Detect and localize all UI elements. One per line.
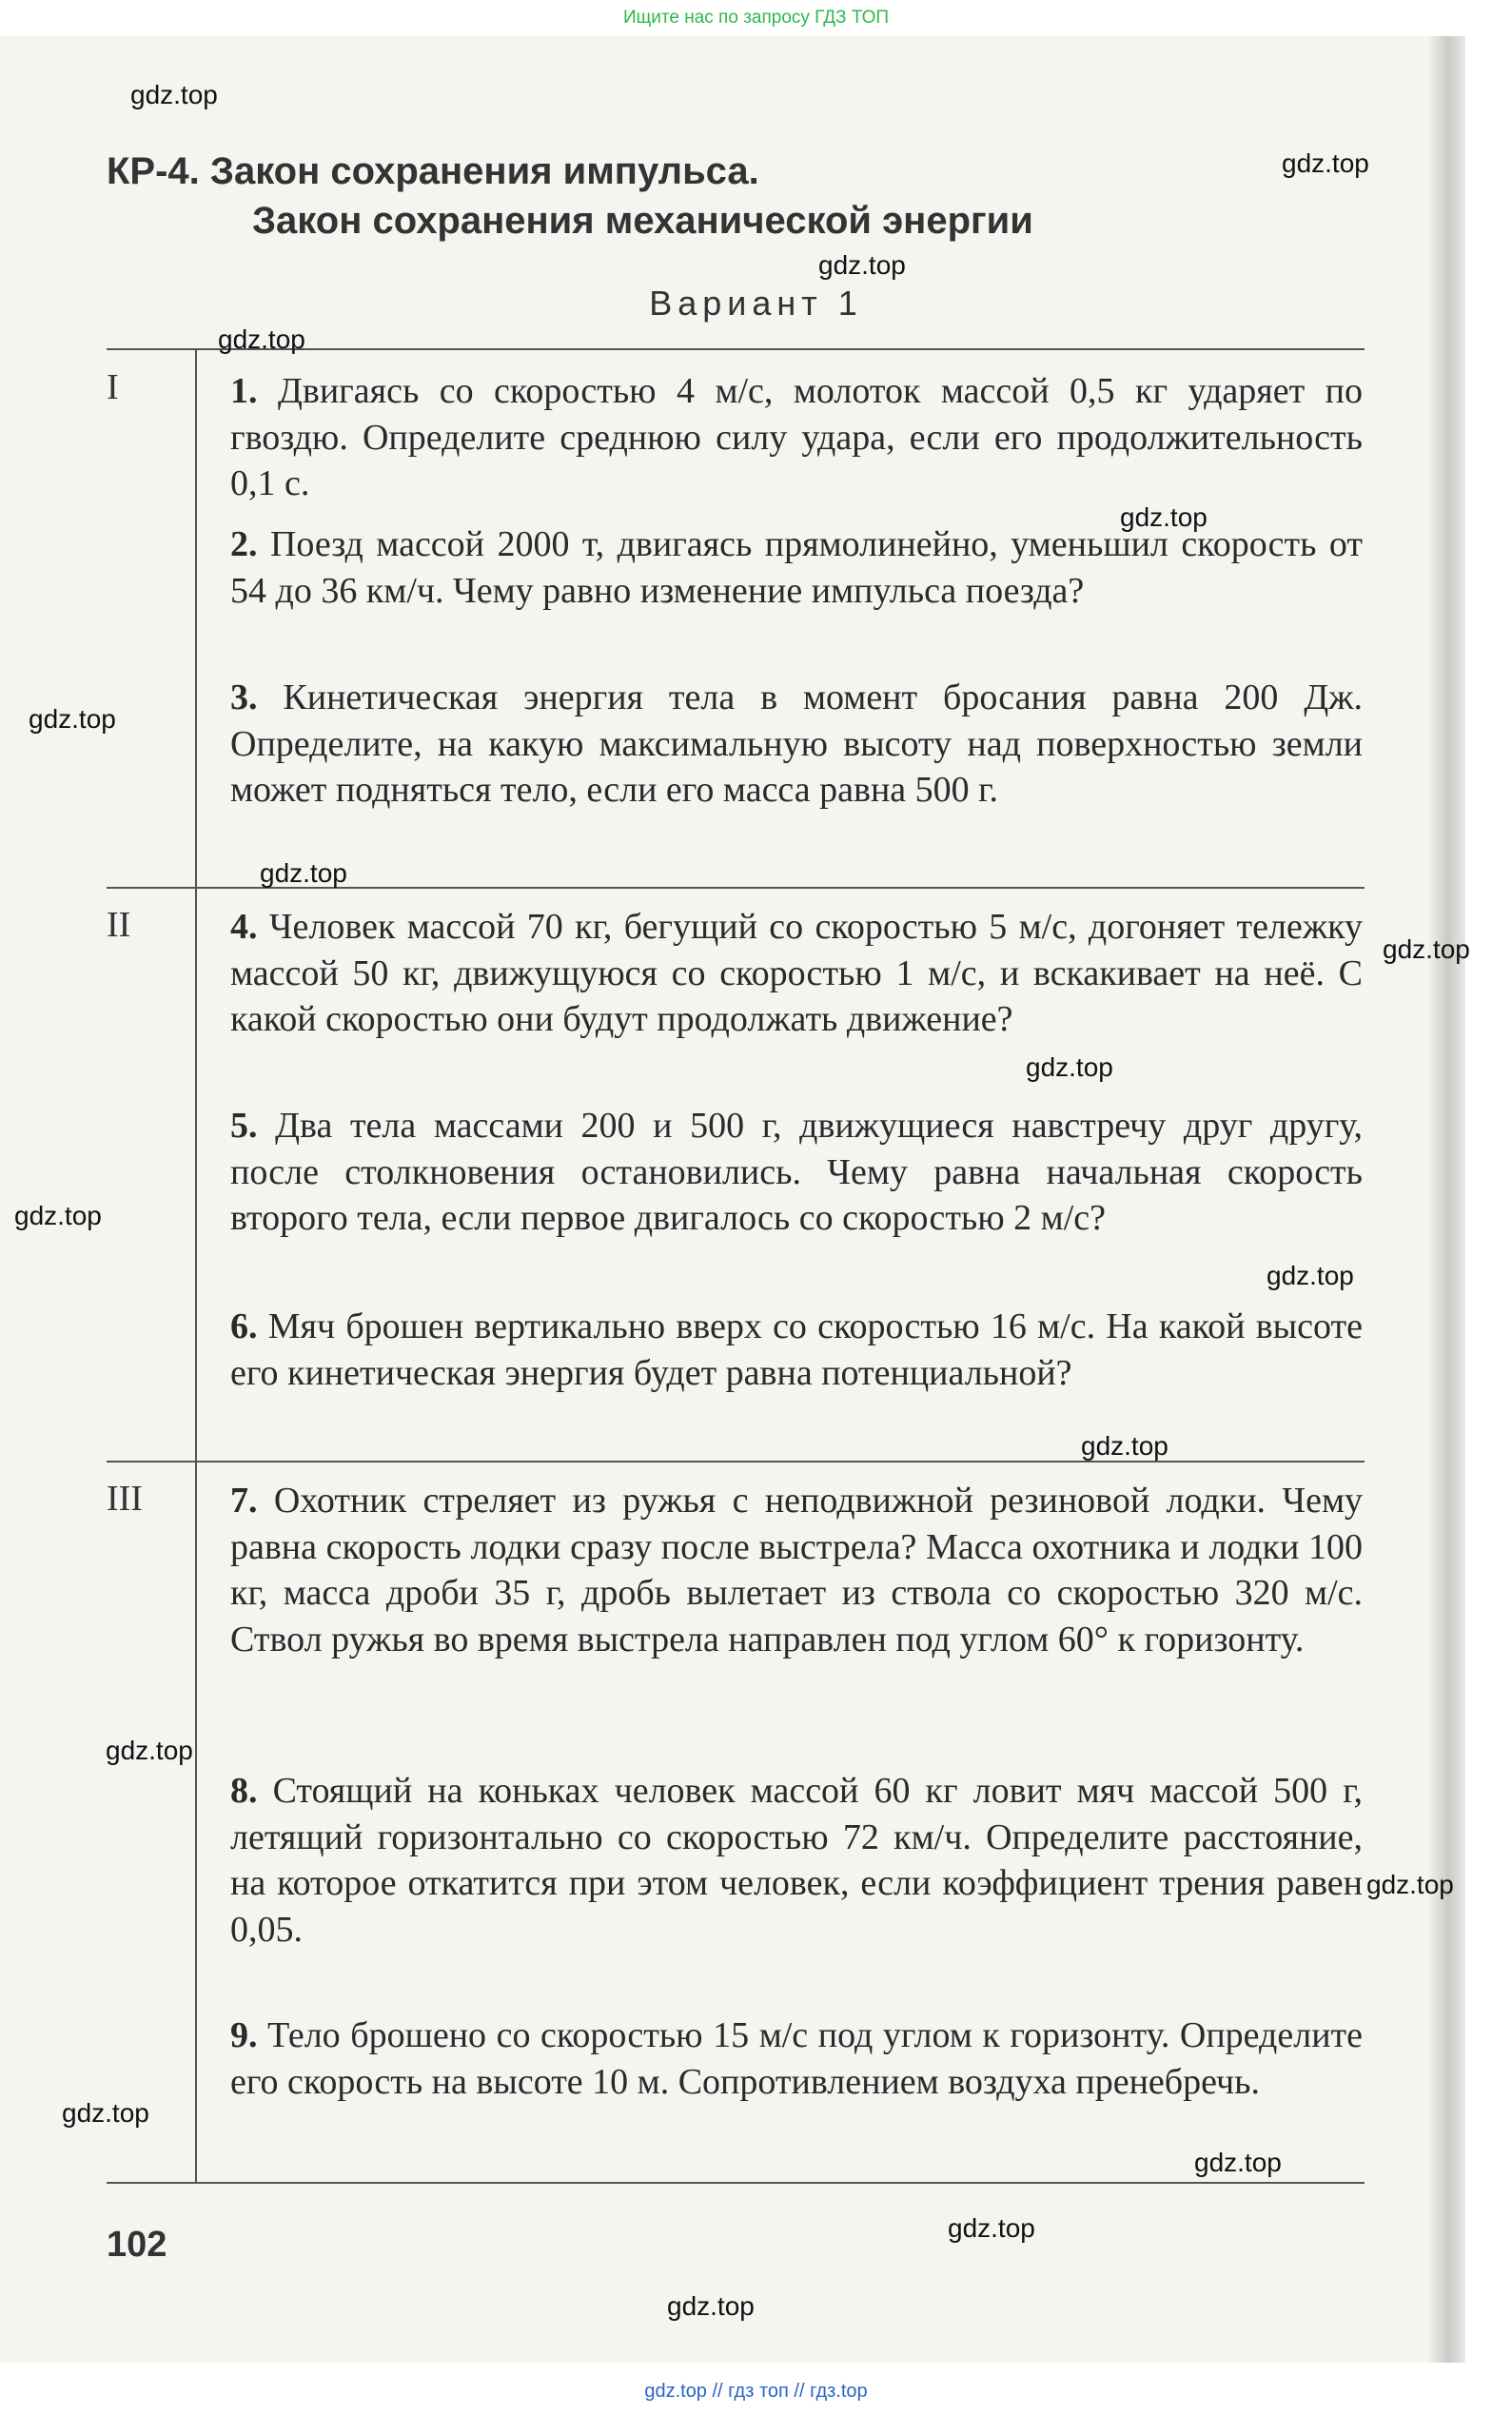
problem-text: Кинетическая энергия тела в момент бросания равна 200 Дж. Определите, на какую максимальную высоту над поверхностью земли может подняться тело, если его масса равна 500 г.: [230, 677, 1363, 810]
watermark: gdz.top: [1366, 1870, 1454, 1899]
chapter-subtitle: Закон сохранения механической энергии: [252, 200, 1033, 242]
level-label: I: [107, 367, 119, 407]
chapter-title: КР-4. Закон сохранения импульса.: [107, 150, 759, 192]
level-label: III: [107, 1479, 143, 1519]
watermark: gdz.top: [62, 2098, 149, 2128]
column-divider: [195, 350, 197, 2182]
top-banner[interactable]: Ищите нас по запросу ГДЗ ТОП: [622, 8, 890, 28]
problem-4: [230, 904, 1363, 1043]
variant-heading: Вариант 1: [649, 284, 863, 323]
problem-text: Стоящий на коньках человек массой 60 кг ловит мяч массой 500 г, летящий горизонтально со скоростью 72 км/ч. Определите расстояние, на которое откатится при этом человек, если коэффициент трения равен 0,05.: [230, 1771, 1363, 1950]
problem-2: [230, 521, 1363, 614]
problem-9: [230, 2012, 1363, 2105]
watermark: gdz.top: [948, 2213, 1035, 2243]
watermark: gdz.top: [1081, 1431, 1168, 1461]
table-bottom-rule: [107, 2182, 1365, 2184]
problem-5: [230, 1103, 1363, 1242]
problem-3: [230, 675, 1363, 814]
watermark: gdz.top: [260, 858, 347, 888]
problem-text: Поезд массой 2000 т, двигаясь прямолинейно, уменьшил скорость от 54 до 36 км/ч. Чему равно изменение импульса поезда?: [230, 524, 1364, 611]
problem-text: Человек массой 70 кг, бегущий со скоростью 5 м/с, догоняет тележку массой 50 кг, движущуюся со скоростью 1 м/с, и вскакивает на неё. С какой скоростью они будут продолжать движение?: [230, 907, 1363, 1039]
watermark: gdz.top: [1026, 1052, 1113, 1082]
watermark: gdz.top: [130, 80, 218, 109]
problem-number: 2.: [230, 524, 258, 564]
problem-text: Тело брошено со скоростью 15 м/с под углом к горизонту. Определите его скорость на высоте 10 м. Сопротивлением воздуха пренебречь.: [230, 2015, 1364, 2102]
problem-text: Мяч брошен вертикально вверх со скоростью 16 м/с. На какой высоте его кинетическая энергия будет равна потенциальной?: [230, 1306, 1364, 1393]
watermark: gdz.top: [14, 1201, 102, 1230]
problem-number: 9.: [230, 2015, 258, 2055]
page-number: 102: [107, 2225, 167, 2265]
problem-number: 4.: [230, 907, 258, 947]
bottom-banner[interactable]: gdz.top // гдз топ // гдз.top: [644, 2381, 868, 2402]
watermark: gdz.top: [667, 2291, 755, 2321]
watermark: gdz.top: [1120, 502, 1208, 532]
problem-number: 7.: [230, 1481, 258, 1521]
problem-8: [230, 1768, 1363, 1953]
level-divider: [107, 1461, 1365, 1463]
level-label: II: [107, 905, 131, 945]
problem-1: [230, 368, 1363, 507]
page-binding-edge: [1427, 36, 1465, 2363]
problem-number: 1.: [230, 371, 258, 411]
watermark: gdz.top: [1282, 148, 1369, 178]
problem-text: Два тела массами 200 и 500 г, движущиеся навстречу друг другу, после столкновения остановились. Чему равна начальная скорость второго тела, если первое двигалось со скоростью 2 м/с?: [230, 1106, 1363, 1238]
problem-6: [230, 1304, 1363, 1396]
watermark: gdz.top: [106, 1736, 193, 1765]
watermark: gdz.top: [1383, 934, 1470, 964]
problem-text: Двигаясь со скоростью 4 м/с, молоток массой 0,5 кг ударяет по гвоздю. Определите среднюю силу удара, если его продолжительность 0,1 с.: [230, 371, 1364, 503]
watermark: gdz.top: [218, 324, 305, 354]
problem-number: 6.: [230, 1306, 258, 1346]
problem-text: Охотник стреляет из ружья с неподвижной резиновой лодки. Чему равна скорость лодки сразу после выстрела? Масса охотника и лодки 100 кг, масса дроби 35 г, дробь вылетает из ствола со скоростью 320 м/с. Ствол ружья во время выстрела направлен под углом 60° к горизонту.: [230, 1481, 1363, 1659]
watermark: gdz.top: [818, 250, 906, 280]
problem-number: 5.: [230, 1106, 258, 1146]
watermark: gdz.top: [1194, 2148, 1282, 2177]
watermark: gdz.top: [29, 704, 116, 734]
watermark: gdz.top: [1267, 1261, 1354, 1290]
problem-number: 8.: [230, 1771, 258, 1811]
problem-7: [230, 1478, 1363, 1662]
problem-number: 3.: [230, 677, 258, 717]
